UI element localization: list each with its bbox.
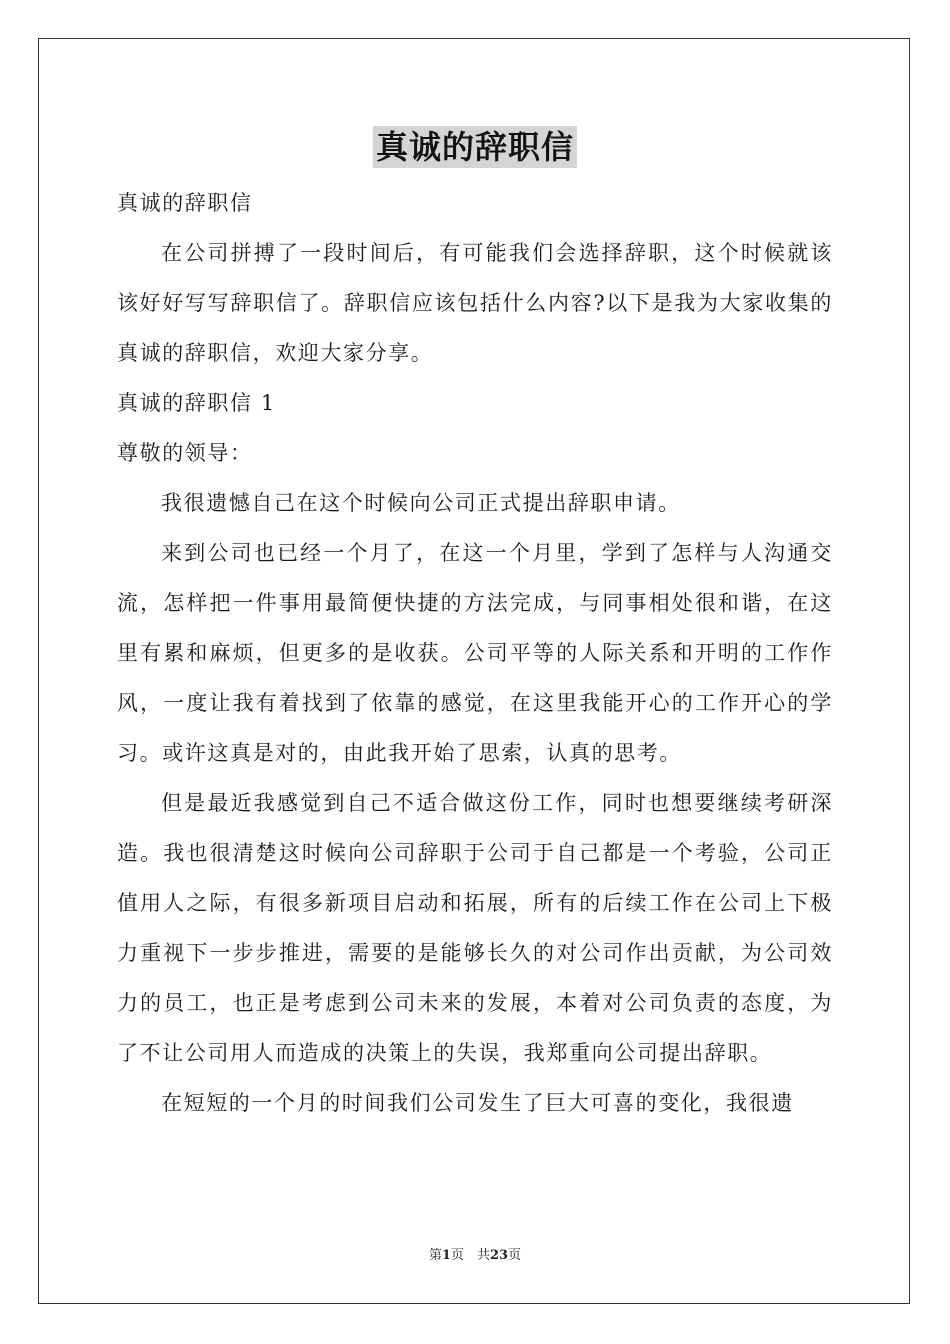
subtitle-line: 真诚的辞职信 xyxy=(117,191,253,215)
body-paragraph: 在短短的一个月的时间我们公司发生了巨大可喜的变化，我很遗 xyxy=(161,1091,794,1115)
page-footer xyxy=(0,1246,950,1266)
current-page-number: 1 xyxy=(441,1248,451,1263)
total-pages-number: 23 xyxy=(489,1248,509,1263)
body-paragraph: 但是最近我感觉到自己不适合做这份工作，同时也想要继续考研深造。我也很清楚这时候向公司辞职于公司于自己都是一个考验，公司正值用人之际，有很多新项目启动和拓展，所有的后续工作在公司上下极力重视下一步步推进，需要的是能够长久的对公司作出贡献，为公司效力的员工，也正是考虑到公司未来的发展，本着对公司负责的态度，为了不让公司用人而造成的决策上的失误，我郑重向公司提出辞职。 xyxy=(117,791,833,1065)
page-prefix: 第 xyxy=(428,1248,442,1263)
document-title: 真诚的辞职信 xyxy=(373,126,577,168)
title-area xyxy=(0,126,950,168)
body-paragraph: 来到公司也已经一个月了，在这一个月里，学到了怎样与人沟通交流，怎样把一件事用最简便快捷的方法完成，与同事相处很和谐，在这里有累和麻烦，但更多的是收获。公司平等的人际关系和开明的工作作风，一度让我有着找到了依靠的感觉，在这里我能开心的工作开心的学习。或许这真是对的，由此我开始了思索，认真的思考。 xyxy=(117,541,833,765)
body-paragraph: 我很遗憾自己在这个时候向公司正式提出辞职申请。 xyxy=(161,491,681,515)
document-body xyxy=(117,178,833,1128)
page-mid: 页 共 xyxy=(450,1248,490,1263)
page-suffix: 页 xyxy=(508,1248,522,1263)
intro-paragraph: 在公司拼搏了一段时间后，有可能我们会选择辞职，这个时候就该该好好写写辞职信了。辞职信应该包括什么内容?以下是我为大家收集的真诚的辞职信，欢迎大家分享。 xyxy=(117,241,833,365)
salutation: 尊敬的领导： xyxy=(117,441,253,465)
section-heading: 真诚的辞职信 1 xyxy=(117,391,276,415)
